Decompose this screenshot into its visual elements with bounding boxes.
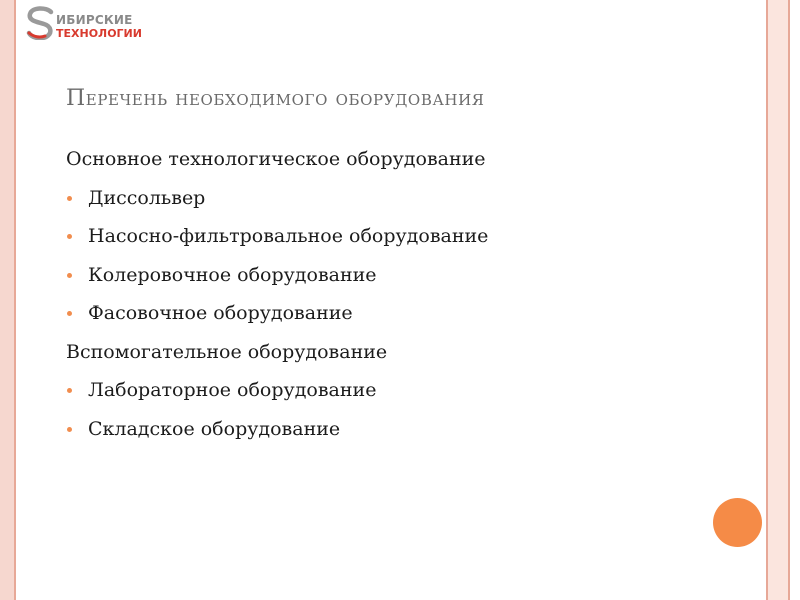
list-item [66,185,756,224]
slide-body [66,146,756,454]
list-item-label: Лабораторное оборудование [88,379,377,401]
company-logo [26,6,152,46]
list-item-label: Насосно-фильтровальное оборудование [88,225,489,247]
list-item [66,300,756,339]
right-border-line [788,0,790,600]
decorative-circle [713,498,762,547]
section-heading: Основное технологическое оборудование [66,148,486,170]
list-item-label: Колеровочное оборудование [88,263,377,286]
bullet-icon [67,388,72,393]
right-border-strip [768,0,788,600]
logo-text-line1: ИБИРСКИЕ [56,13,133,27]
bullet-icon [67,273,72,278]
list-item-label: Фасовочное оборудование [88,302,353,324]
section-heading: Вспомогательное оборудование [66,340,388,363]
list-item [66,377,756,416]
bullet-icon [67,196,72,201]
bullet-icon [67,427,72,432]
list-item [66,223,756,262]
list-item-label: Складское оборудование [88,417,341,440]
slide-title: Перечень необходимого оборудования [66,86,485,111]
left-border-strip [0,0,14,600]
logo-s-icon [26,6,56,40]
list-item-label: Диссольвер [88,186,206,209]
bullet-icon [67,234,72,239]
list-item [66,262,756,301]
list-item [66,416,756,455]
content-area [16,0,766,600]
bullet-icon [67,311,72,316]
logo-text-line2: ТЕХНОЛОГИИ [56,27,142,40]
